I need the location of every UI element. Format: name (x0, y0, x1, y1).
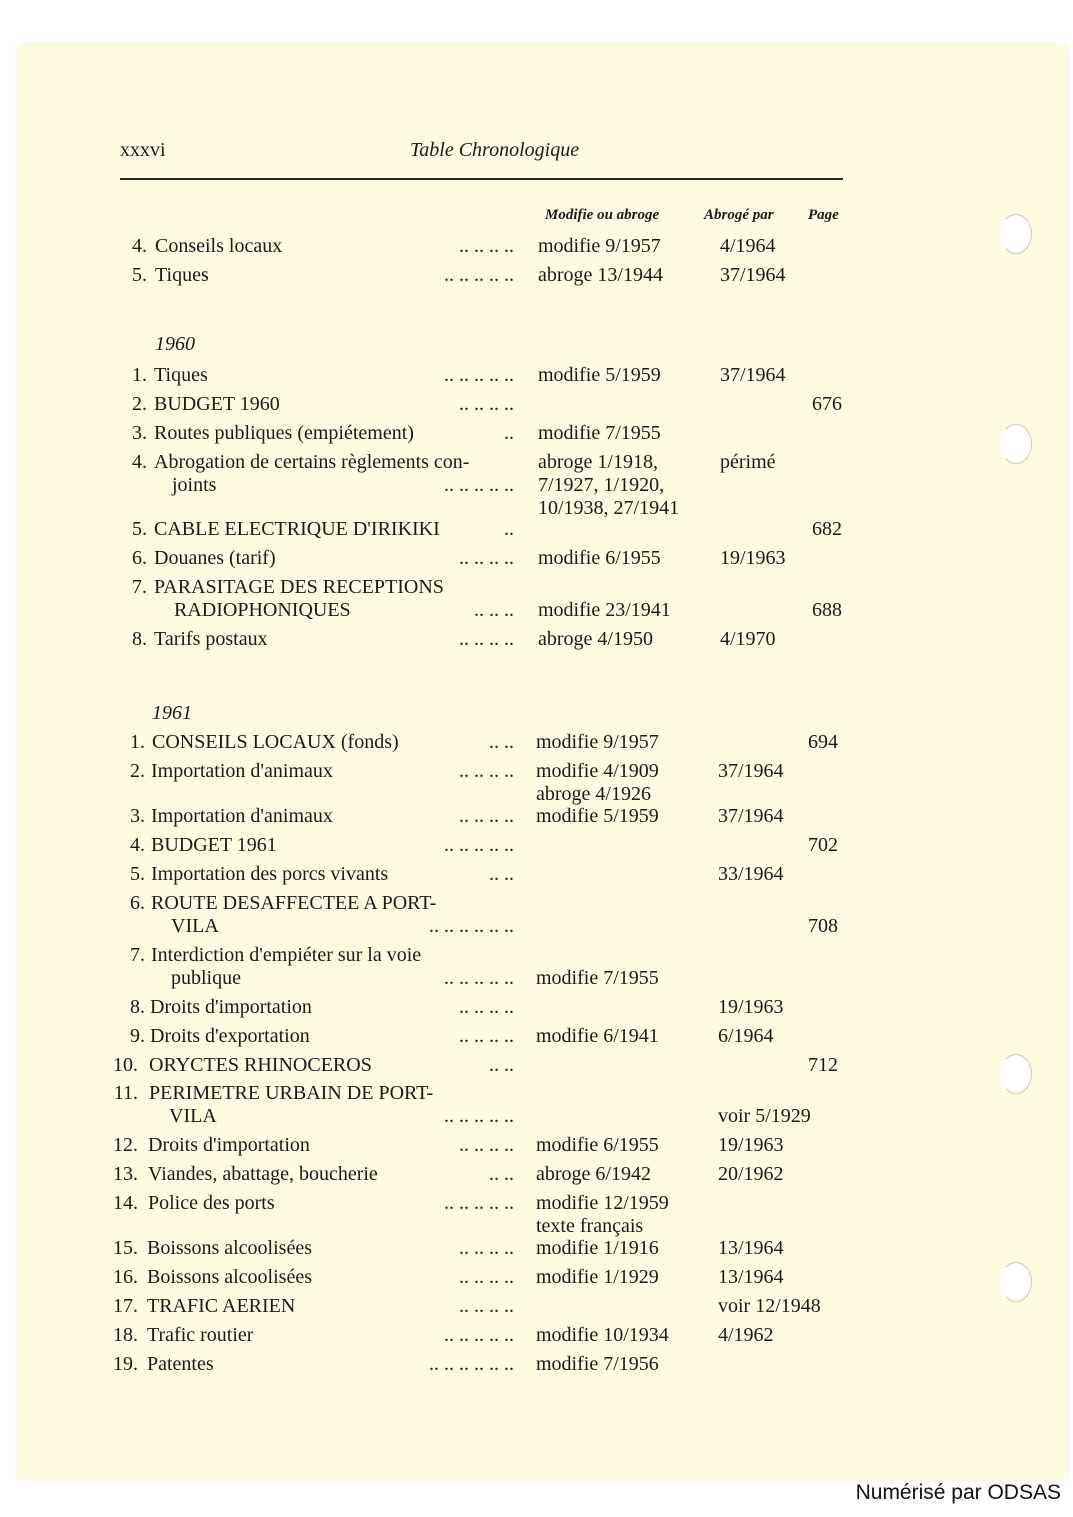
repealed-by-cell: 19/1963 (718, 996, 784, 1018)
leader-dots: .. .. .. .. (459, 996, 514, 1018)
row-title: Douanes (tarif) (154, 547, 276, 569)
row-title: Conseils locaux (155, 235, 283, 257)
column-header-repealed-by: Abrogé par (704, 207, 774, 223)
row-number: 7. (132, 576, 147, 598)
row-number: 2. (132, 393, 147, 415)
row-number: 1. (130, 731, 145, 753)
punch-hole (1000, 424, 1032, 464)
row-title: Importation d'animaux (151, 760, 333, 782)
page-cell: 682 (812, 518, 842, 540)
row-number: 5. (132, 518, 147, 540)
page-number: xxxvi (120, 139, 166, 161)
column-header-modifies: Modifie ou abroge (545, 207, 660, 223)
row-title: Boissons alcoolisées (147, 1237, 312, 1259)
row-number: 16. (113, 1266, 138, 1288)
row-number: 17. (113, 1295, 138, 1317)
repealed-by-cell: 37/1964 (718, 760, 784, 782)
row-title: ORYCTES RHINOCEROS (149, 1054, 372, 1076)
row-title: Droits d'exportation (150, 1025, 310, 1047)
repealed-by-cell: voir 12/1948 (718, 1295, 821, 1317)
column-header-page: Page (808, 207, 839, 223)
row-title: CONSEILS LOCAUX (fonds) (152, 731, 399, 753)
modifies-cell-continued: 7/1927, 1/1920, (538, 474, 665, 496)
repealed-by-cell: 13/1964 (718, 1237, 784, 1259)
repealed-by-cell: 37/1964 (720, 364, 786, 386)
repealed-by-cell: 13/1964 (718, 1266, 784, 1288)
modifies-cell: modifie 7/1956 (536, 1353, 659, 1375)
row-number: 19. (113, 1353, 138, 1375)
modifies-cell: modifie 6/1955 (536, 1134, 659, 1156)
repealed-by-cell: 19/1963 (718, 1134, 784, 1156)
row-title: Tarifs postaux (154, 628, 268, 650)
row-number: 15. (113, 1237, 138, 1259)
row-number: 6. (132, 547, 147, 569)
row-number: 2. (130, 760, 145, 782)
page-cell: 712 (808, 1054, 838, 1076)
row-title: Tiques (155, 264, 209, 286)
punch-hole (1000, 1054, 1032, 1094)
row-number: 4. (130, 834, 145, 856)
row-title: Importation des porcs vivants (151, 863, 389, 885)
row-title: BUDGET 1961 (151, 834, 277, 856)
row-number: 8. (130, 996, 145, 1018)
row-title: Boissons alcoolisées (147, 1266, 312, 1288)
leader-dots: .. .. .. .. .. (444, 1105, 514, 1127)
row-number: 6. (130, 892, 145, 914)
page-cell: 702 (808, 834, 838, 856)
leader-dots: .. (504, 518, 514, 540)
row-title-continued: VILA (169, 1105, 217, 1127)
leader-dots: .. .. .. .. (459, 1134, 514, 1156)
row-number: 8. (132, 628, 147, 650)
modifies-cell: abroge 13/1944 (538, 264, 663, 286)
repealed-by-cell: 20/1962 (718, 1163, 784, 1185)
row-title: TRAFIC AERIEN (147, 1295, 296, 1317)
row-title: Interdiction d'empiéter sur la voie (151, 944, 422, 966)
leader-dots: .. .. .. .. (459, 1295, 514, 1317)
punch-hole (1000, 1262, 1032, 1302)
modifies-cell: modifie 6/1941 (536, 1025, 659, 1047)
row-title: CABLE ELECTRIQUE D'IRIKIKI (154, 518, 440, 540)
modifies-cell: modifie 1/1916 (536, 1237, 659, 1259)
leader-dots: .. .. .. .. (459, 628, 514, 650)
modifies-cell: modifie 23/1941 (538, 599, 671, 621)
leader-dots: .. .. .. .. .. (444, 264, 514, 286)
leader-dots: .. .. (489, 1163, 514, 1185)
leader-dots: .. .. .. .. .. .. (429, 1353, 514, 1375)
repealed-by-cell: 33/1964 (718, 863, 784, 885)
row-title: Viandes, abattage, boucherie (148, 1163, 378, 1185)
repealed-by-cell: 4/1970 (720, 628, 776, 650)
row-number: 5. (132, 264, 147, 286)
modifies-cell: modifie 10/1934 (536, 1324, 669, 1346)
row-number: 4. (132, 451, 147, 473)
modifies-cell: modifie 7/1955 (538, 422, 661, 444)
row-title-continued: RADIOPHONIQUES (174, 599, 351, 621)
leader-dots: .. .. .. .. (459, 1025, 514, 1047)
modifies-cell-continued: texte français (536, 1215, 644, 1237)
year-heading-1960: 1960 (155, 333, 195, 355)
row-title: Police des ports (148, 1192, 275, 1214)
row-title: Droits d'importation (150, 996, 312, 1018)
leader-dots: .. .. .. .. .. (444, 1192, 514, 1214)
modifies-cell: modifie 9/1957 (538, 235, 661, 257)
leader-dots: .. .. .. .. .. (444, 967, 514, 989)
repealed-by-cell: 4/1962 (718, 1324, 774, 1346)
year-heading-1961: 1961 (152, 702, 192, 724)
footer-credit: Numérisé par ODSAS (855, 1481, 1061, 1504)
leader-dots: .. .. .. .. (459, 760, 514, 782)
punch-hole (1000, 214, 1032, 254)
row-title: Droits d'importation (148, 1134, 310, 1156)
modifies-cell: modifie 9/1957 (536, 731, 659, 753)
row-number: 3. (132, 422, 147, 444)
repealed-by-cell: 19/1963 (720, 547, 786, 569)
row-number: 7. (130, 944, 145, 966)
row-number: 18. (113, 1324, 138, 1346)
row-number: 1. (132, 364, 147, 386)
leader-dots: .. .. (489, 863, 514, 885)
row-title: PERIMETRE URBAIN DE PORT- (149, 1082, 434, 1104)
leader-dots: .. .. (489, 1054, 514, 1076)
modifies-cell: abroge 6/1942 (536, 1163, 651, 1185)
leader-dots: .. .. .. .. .. (444, 834, 514, 856)
row-title: ROUTE DESAFFECTEE A PORT- (151, 892, 437, 914)
row-title: Importation d'animaux (151, 805, 333, 827)
modifies-cell: abroge 1/1918, (538, 451, 658, 473)
page-cell: 708 (808, 915, 838, 937)
row-number: 13. (113, 1163, 138, 1185)
repealed-by-cell: 4/1964 (720, 235, 776, 257)
row-number: 12. (113, 1134, 138, 1156)
row-number: 11. (113, 1082, 138, 1104)
page-title: Table Chronologique (410, 139, 580, 161)
row-title: BUDGET 1960 (154, 393, 280, 415)
leader-dots: .. .. .. (474, 599, 514, 621)
leader-dots: .. .. .. .. (459, 1237, 514, 1259)
leader-dots: .. .. .. .. (459, 393, 514, 415)
leader-dots: .. .. (489, 731, 514, 753)
modifies-cell: modifie 7/1955 (536, 967, 659, 989)
modifies-cell-continued: 10/1938, 27/1941 (538, 497, 680, 519)
page-cell: 694 (808, 731, 838, 753)
leader-dots: .. .. .. .. .. (444, 1324, 514, 1346)
row-number: 14. (113, 1192, 138, 1214)
leader-dots: .. .. .. .. (459, 235, 514, 257)
row-number: 3. (130, 805, 145, 827)
modifies-cell: modifie 12/1959 (536, 1192, 669, 1214)
modifies-cell: modifie 5/1959 (536, 805, 659, 827)
header-rule (120, 178, 843, 180)
modifies-cell: modifie 6/1955 (538, 547, 661, 569)
repealed-by-cell: 37/1964 (718, 805, 784, 827)
row-number: 5. (130, 863, 145, 885)
modifies-cell: modifie 5/1959 (538, 364, 661, 386)
modifies-cell: modifie 1/1929 (536, 1266, 659, 1288)
repealed-by-cell: 37/1964 (720, 264, 786, 286)
modifies-cell-continued: abroge 4/1926 (536, 783, 651, 805)
row-title: Tiques (154, 364, 208, 386)
row-number: 10. (113, 1054, 138, 1076)
repealed-by-cell: périmé (720, 451, 776, 473)
leader-dots: .. .. .. .. (459, 1266, 514, 1288)
leader-dots: .. .. .. .. (459, 805, 514, 827)
row-title-continued: joints (172, 474, 217, 496)
modifies-cell: modifie 4/1909 (536, 760, 659, 782)
page-cell: 688 (812, 599, 842, 621)
row-number: 9. (130, 1025, 145, 1047)
repealed-by-cell: voir 5/1929 (718, 1105, 811, 1127)
leader-dots: .. .. .. .. .. (444, 364, 514, 386)
row-title: PARASITAGE DES RECEPTIONS (154, 576, 444, 598)
row-title-continued: publique (171, 967, 241, 989)
row-title: Abrogation de certains règlements con- (154, 451, 470, 473)
page-cell: 676 (812, 393, 842, 415)
leader-dots: .. .. .. .. .. .. (429, 915, 514, 937)
row-title: Routes publiques (empiétement) (154, 422, 414, 444)
row-title: Patentes (147, 1353, 214, 1375)
row-number: 4. (132, 235, 147, 257)
leader-dots: .. .. .. .. .. (444, 474, 514, 496)
row-title-continued: VILA (171, 915, 219, 937)
leader-dots: .. .. .. .. (459, 547, 514, 569)
row-title: Trafic routier (147, 1324, 254, 1346)
leader-dots: .. (504, 422, 514, 444)
modifies-cell: abroge 4/1950 (538, 628, 653, 650)
repealed-by-cell: 6/1964 (718, 1025, 774, 1047)
